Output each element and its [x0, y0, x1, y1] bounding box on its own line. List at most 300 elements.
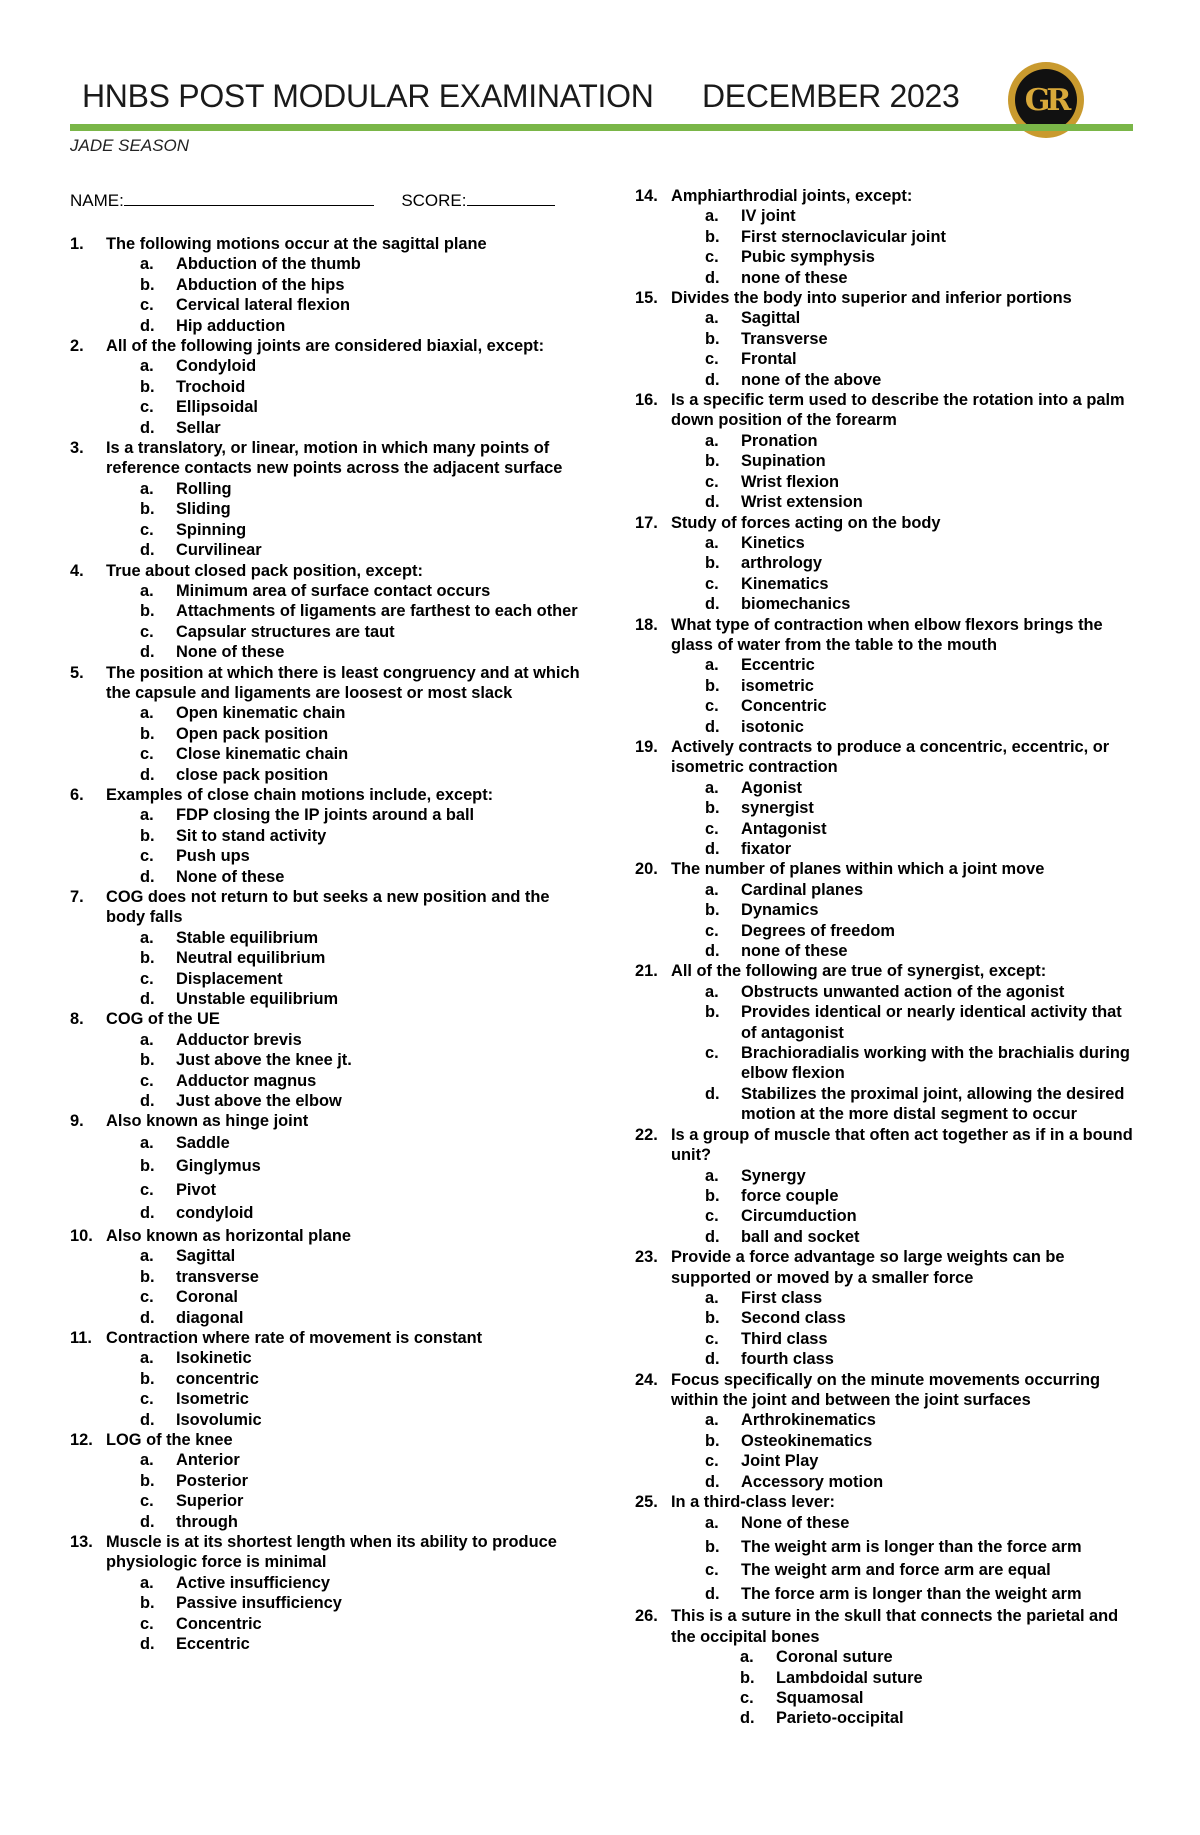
answer-option — [635, 553, 1140, 573]
option-text: transverse — [176, 1267, 259, 1286]
question-text: What type of contraction when elbow flexors brings the glass of water from the table to the mouth — [671, 615, 1103, 654]
option-letter: b. — [705, 1003, 720, 1022]
option-letter: d. — [140, 765, 155, 784]
option-text: Rolling — [176, 479, 232, 498]
answer-option — [70, 1614, 580, 1634]
option-letter: c. — [140, 1492, 154, 1511]
option-letter: a. — [705, 431, 719, 450]
option-text: Coronal suture — [776, 1648, 893, 1667]
question-text: The number of planes within which a joint move — [671, 860, 1045, 879]
option-text: Push ups — [176, 847, 250, 866]
option-text: Adductor brevis — [176, 1030, 302, 1049]
option-letter: d. — [705, 1584, 720, 1603]
answer-option — [70, 1246, 580, 1266]
option-text: Open kinematic chain — [176, 704, 346, 723]
option-text: Coronal — [176, 1288, 238, 1307]
option-letter: b. — [705, 1309, 720, 1328]
answer-option — [635, 1472, 1140, 1492]
option-letter: d. — [705, 717, 720, 736]
option-text: Frontal — [741, 350, 797, 369]
answer-option — [635, 1206, 1140, 1226]
question-item — [635, 615, 1140, 737]
question-item — [635, 859, 1140, 961]
question-stem — [70, 785, 580, 805]
option-text: None of these — [176, 867, 285, 886]
answer-option — [70, 397, 580, 417]
question-text: Is a translatory, or linear, motion in which many points of reference contacts new points across the adjacent surface — [106, 439, 563, 478]
option-text: synergist — [741, 799, 814, 818]
answer-option — [70, 254, 580, 274]
option-text: Close kinematic chain — [176, 745, 349, 764]
answer-option — [635, 574, 1140, 594]
question-stem — [70, 663, 580, 704]
option-text: Eccentric — [176, 1635, 250, 1653]
question-text: Provide a force advantage so large weights can be supported or moved by a smaller force — [671, 1248, 1065, 1287]
answer-option — [635, 472, 1140, 492]
option-text: First sternoclavicular joint — [741, 227, 946, 246]
answer-option — [635, 370, 1140, 390]
option-letter: a. — [740, 1648, 754, 1667]
option-text: isotonic — [741, 717, 804, 736]
question-stem — [70, 1430, 580, 1450]
answer-option — [70, 1471, 580, 1491]
option-text: Supination — [741, 452, 826, 471]
answer-option — [635, 696, 1140, 716]
question-item — [635, 1492, 1140, 1606]
option-letter: a. — [140, 479, 154, 498]
question-stem — [635, 1125, 1140, 1166]
option-text: Pubic symphysis — [741, 248, 875, 267]
score-label: SCORE: — [401, 191, 467, 210]
question-text: Focus specifically on the minute movements occurring within the joint and between the joint surfaces — [671, 1370, 1100, 1409]
option-text: Kinematics — [741, 574, 829, 593]
answer-option — [635, 1410, 1140, 1430]
option-letter: b. — [705, 329, 720, 348]
answer-option — [70, 1030, 580, 1050]
option-text: First class — [741, 1288, 823, 1307]
option-letter: a. — [705, 1514, 719, 1533]
option-text: FDP closing the IP joints around a ball — [176, 806, 475, 825]
season-label: JADE SEASON — [70, 136, 190, 155]
question-item — [70, 785, 580, 887]
option-text: Condyloid — [176, 357, 257, 376]
option-letter: b. — [140, 1051, 155, 1070]
option-text: Pivot — [176, 1180, 217, 1199]
option-text: Concentric — [741, 697, 827, 716]
question-text: Divides the body into superior and inferior portions — [671, 289, 1072, 308]
questions-column-left — [70, 234, 580, 1654]
option-text: Degrees of freedom — [741, 921, 895, 940]
option-text: Sagittal — [176, 1247, 236, 1266]
answer-option — [70, 1267, 580, 1287]
question-stem — [70, 887, 580, 928]
option-text: Dynamics — [741, 901, 819, 920]
answer-option — [635, 982, 1140, 1002]
answer-option — [70, 581, 580, 601]
question-item — [635, 1606, 1140, 1728]
answer-option — [635, 1349, 1140, 1369]
answer-option — [635, 941, 1140, 961]
question-text: This is a suture in the skull that connects the parietal and the occipital bones — [671, 1607, 1119, 1646]
option-text: none of the above — [741, 370, 882, 389]
option-letter: d. — [705, 1227, 720, 1246]
option-letter: c. — [140, 1180, 154, 1199]
option-letter: c. — [140, 1288, 154, 1307]
question-item — [70, 1532, 580, 1654]
question-number: 21. — [635, 962, 658, 981]
question-stem — [70, 1532, 580, 1573]
answer-option — [70, 1155, 580, 1179]
answer-option — [70, 316, 580, 336]
answer-option — [635, 1512, 1140, 1536]
answer-option — [70, 703, 580, 723]
question-item — [635, 1247, 1140, 1369]
option-text: Transverse — [741, 329, 828, 348]
question-stem — [635, 737, 1140, 778]
option-text: arthrology — [741, 554, 823, 573]
option-letter: d. — [140, 643, 155, 662]
question-number: 9. — [70, 1112, 84, 1131]
option-text: Open pack position — [176, 724, 329, 743]
answer-option — [635, 1308, 1140, 1328]
answer-option — [70, 765, 580, 785]
option-text: Minimum area of surface contact occurs — [176, 581, 491, 600]
question-number: 20. — [635, 860, 658, 879]
exam-title: HNBS POST MODULAR EXAMINATION — [82, 78, 654, 114]
answer-option — [635, 1431, 1140, 1451]
question-number: 15. — [635, 289, 658, 308]
answer-option — [635, 798, 1140, 818]
question-stem — [70, 438, 580, 479]
option-text: Stabilizes the proximal joint, allowing the desired motion at the more distal segment to occur — [741, 1084, 1125, 1124]
option-letter: d. — [705, 1472, 720, 1491]
option-letter: a. — [705, 656, 719, 675]
question-stem — [635, 859, 1140, 879]
answer-option — [635, 880, 1140, 900]
answer-option — [635, 349, 1140, 369]
option-letter: c. — [740, 1689, 754, 1708]
answer-option — [635, 1708, 1140, 1728]
question-item — [635, 961, 1140, 1124]
option-text: biomechanics — [741, 595, 851, 614]
option-text: Circumduction — [741, 1207, 857, 1226]
option-letter: c. — [705, 697, 719, 716]
question-stem — [70, 1111, 580, 1131]
option-letter: a. — [705, 207, 719, 226]
option-letter: c. — [705, 819, 719, 838]
answer-option — [70, 1450, 580, 1470]
question-item — [70, 663, 580, 785]
answer-option — [70, 275, 580, 295]
answer-option — [70, 1287, 580, 1307]
answer-option — [635, 1186, 1140, 1206]
question-text: Also known as hinge joint — [106, 1112, 309, 1131]
question-stem — [70, 336, 580, 356]
question-text: All of the following joints are considered biaxial, except: — [106, 337, 545, 356]
question-item — [70, 438, 580, 560]
option-letter: d. — [740, 1709, 755, 1728]
answer-option — [70, 1132, 580, 1156]
option-text: Joint Play — [741, 1452, 819, 1471]
question-item — [70, 561, 580, 663]
question-number: 11. — [70, 1328, 92, 1347]
answer-option — [70, 1091, 580, 1111]
option-text: Displacement — [176, 969, 283, 988]
option-text: ball and socket — [741, 1227, 860, 1246]
option-text: Spinning — [176, 520, 247, 539]
option-letter: a. — [140, 1573, 154, 1592]
question-number: 19. — [635, 737, 658, 756]
option-text: Parieto-occipital — [776, 1709, 904, 1728]
answer-option — [635, 1043, 1140, 1084]
option-text: Abduction of the hips — [176, 275, 345, 294]
question-item — [70, 887, 580, 1009]
option-letter: b. — [705, 901, 720, 920]
option-letter: b. — [705, 799, 720, 818]
answer-option — [70, 642, 580, 662]
question-stem — [635, 1606, 1140, 1647]
name-score-line — [70, 190, 555, 211]
question-text: In a third-class lever: — [671, 1493, 835, 1511]
question-number: 23. — [635, 1248, 658, 1267]
option-letter: b. — [140, 1267, 155, 1286]
option-letter: b. — [140, 275, 155, 294]
name-label: NAME: — [70, 191, 124, 210]
question-item — [635, 737, 1140, 859]
option-text: condyloid — [176, 1204, 254, 1223]
option-text: Accessory motion — [741, 1472, 884, 1491]
question-number: 12. — [70, 1430, 93, 1449]
question-stem — [70, 561, 580, 581]
option-text: Synergy — [741, 1166, 806, 1185]
option-letter: d. — [705, 1084, 720, 1103]
question-number: 8. — [70, 1010, 84, 1029]
option-text: Just above the knee jt. — [176, 1051, 352, 1070]
question-number: 26. — [635, 1607, 658, 1626]
option-text: Osteokinematics — [741, 1431, 873, 1450]
option-letter: d. — [705, 840, 720, 858]
option-text: Unstable equilibrium — [176, 990, 339, 1009]
answer-option — [70, 1050, 580, 1070]
answer-option — [635, 227, 1140, 247]
question-item — [70, 336, 580, 438]
questions-column-right — [635, 186, 1140, 1729]
answer-option — [70, 1491, 580, 1511]
question-item — [70, 1226, 580, 1328]
question-item — [70, 1328, 580, 1430]
answer-option — [70, 969, 580, 989]
answer-option — [70, 1202, 580, 1226]
question-stem — [635, 513, 1140, 533]
question-text: Examples of close chain motions include, except: — [106, 785, 494, 804]
option-text: Anterior — [176, 1451, 240, 1470]
question-item — [70, 1111, 580, 1225]
answer-option — [635, 1227, 1140, 1247]
question-stem — [635, 615, 1140, 656]
question-text: LOG of the knee — [106, 1430, 233, 1449]
option-letter: b. — [705, 1186, 720, 1205]
option-letter: b. — [140, 377, 155, 396]
option-text: Attachments of ligaments are farthest to each other — [176, 602, 578, 621]
option-letter: c. — [705, 248, 719, 267]
option-letter: a. — [140, 704, 154, 723]
option-letter: a. — [140, 1451, 154, 1470]
option-letter: d. — [140, 316, 155, 335]
option-letter: b. — [140, 500, 155, 519]
answer-option — [70, 846, 580, 866]
question-text: Amphiarthrodial joints, except: — [671, 187, 913, 205]
option-letter: a. — [705, 1166, 719, 1185]
option-letter: c. — [705, 574, 719, 593]
option-text: Wrist extension — [741, 493, 863, 512]
option-text: Kinetics — [741, 533, 805, 552]
option-letter: c. — [705, 1329, 719, 1348]
answer-option — [635, 247, 1140, 267]
answer-option — [70, 1573, 580, 1593]
answer-option — [70, 1389, 580, 1409]
option-letter: c. — [705, 1044, 719, 1063]
option-text: through — [176, 1512, 238, 1531]
option-letter: b. — [705, 1431, 720, 1450]
option-letter: b. — [140, 826, 155, 845]
option-text: Ellipsoidal — [176, 398, 258, 417]
option-text: Isokinetic — [176, 1349, 252, 1368]
option-letter: a. — [705, 982, 719, 1001]
answer-option — [70, 295, 580, 315]
option-text: Trochoid — [176, 377, 246, 396]
answer-option — [70, 1369, 580, 1389]
question-text: COG does not return to but seeks a new position and the body falls — [106, 888, 550, 927]
answer-option — [70, 1410, 580, 1430]
option-text: Provides identical or nearly identical activity that of antagonist — [741, 1003, 1122, 1042]
name-field[interactable] — [124, 190, 374, 206]
option-letter: d. — [705, 268, 720, 287]
answer-option — [635, 1451, 1140, 1471]
answer-option — [635, 206, 1140, 226]
option-letter: b. — [140, 1594, 155, 1613]
logo-text: GR — [1015, 69, 1077, 131]
option-letter: c. — [140, 398, 154, 417]
question-text: The following motions occur at the sagittal plane — [106, 235, 487, 253]
option-text: close pack position — [176, 765, 329, 784]
answer-option — [635, 819, 1140, 839]
option-letter: c. — [140, 1071, 154, 1090]
option-letter: c. — [140, 847, 154, 866]
option-letter: d. — [705, 1350, 720, 1369]
answer-option — [635, 1583, 1140, 1607]
answer-option — [70, 356, 580, 376]
option-text: Capsular structures are taut — [176, 622, 395, 641]
answer-option — [70, 1308, 580, 1328]
option-letter: d. — [705, 942, 720, 961]
option-text: Adductor magnus — [176, 1071, 317, 1090]
question-stem — [70, 1226, 580, 1246]
option-letter: a. — [705, 778, 719, 797]
answer-option — [635, 1002, 1140, 1043]
option-text: isometric — [741, 676, 814, 695]
question-number: 13. — [70, 1532, 93, 1551]
answer-option — [70, 867, 580, 887]
option-text: Squamosal — [776, 1689, 864, 1708]
option-text: Ginglymus — [176, 1157, 261, 1176]
option-letter: a. — [140, 806, 154, 825]
answer-option — [635, 778, 1140, 798]
option-letter: b. — [705, 1537, 720, 1556]
question-item — [635, 1125, 1140, 1247]
option-letter: b. — [705, 676, 720, 695]
option-letter: c. — [140, 520, 154, 539]
answer-option — [635, 1668, 1140, 1688]
question-stem — [635, 1492, 1140, 1512]
option-text: force couple — [741, 1186, 839, 1205]
option-text: None of these — [176, 643, 285, 662]
option-text: Superior — [176, 1492, 244, 1511]
question-text: Also known as horizontal plane — [106, 1226, 351, 1245]
option-text: Isometric — [176, 1390, 249, 1409]
question-number: 22. — [635, 1125, 658, 1144]
question-item — [70, 1430, 580, 1532]
answer-option — [635, 431, 1140, 451]
option-text: The weight arm is longer than the force arm — [741, 1537, 1082, 1556]
option-letter: a. — [705, 309, 719, 328]
option-letter: a. — [705, 1411, 719, 1430]
question-text: Muscle is at its shortest length when its ability to produce physiologic force is minimal — [106, 1532, 557, 1572]
option-letter: b. — [140, 1157, 155, 1176]
option-letter: d. — [140, 1204, 155, 1223]
score-field[interactable] — [467, 190, 555, 206]
option-text: Active insufficiency — [176, 1573, 330, 1592]
question-text: Actively contracts to produce a concentric, eccentric, or isometric contraction — [671, 737, 1110, 777]
option-text: Abduction of the thumb — [176, 255, 361, 274]
question-text: Contraction where rate of movement is constant — [106, 1328, 483, 1347]
answer-option — [70, 520, 580, 540]
question-number: 16. — [635, 391, 658, 410]
question-number: 24. — [635, 1370, 658, 1389]
answer-option — [70, 1634, 580, 1654]
option-text: Isovolumic — [176, 1410, 262, 1429]
answer-option — [635, 717, 1140, 737]
option-letter: d. — [140, 418, 155, 437]
answer-option — [70, 1179, 580, 1203]
option-letter: a. — [140, 1349, 154, 1368]
option-letter: c. — [705, 350, 719, 369]
answer-option — [635, 1688, 1140, 1708]
option-letter: d. — [140, 990, 155, 1009]
option-letter: c. — [705, 1561, 719, 1580]
answer-option — [635, 1559, 1140, 1583]
answer-option — [635, 594, 1140, 614]
answer-option — [635, 268, 1140, 288]
option-text: Lambdoidal suture — [776, 1668, 923, 1687]
option-letter: d. — [140, 867, 155, 886]
option-letter: a. — [705, 533, 719, 552]
question-number: 14. — [635, 187, 658, 205]
option-text: Stable equilibrium — [176, 928, 319, 947]
question-item — [635, 513, 1140, 615]
answer-option — [70, 499, 580, 519]
option-text: Agonist — [741, 778, 803, 797]
option-text: IV joint — [741, 207, 796, 226]
question-number: 7. — [70, 888, 84, 906]
question-item — [70, 234, 580, 336]
option-text: Arthrokinematics — [741, 1411, 876, 1430]
answer-option — [635, 1288, 1140, 1308]
option-letter: b. — [705, 227, 720, 246]
question-text: Is a group of muscle that often act together as if in a bound unit? — [671, 1125, 1133, 1165]
option-letter: a. — [140, 255, 154, 274]
option-letter: b. — [740, 1668, 755, 1687]
answer-option — [70, 948, 580, 968]
